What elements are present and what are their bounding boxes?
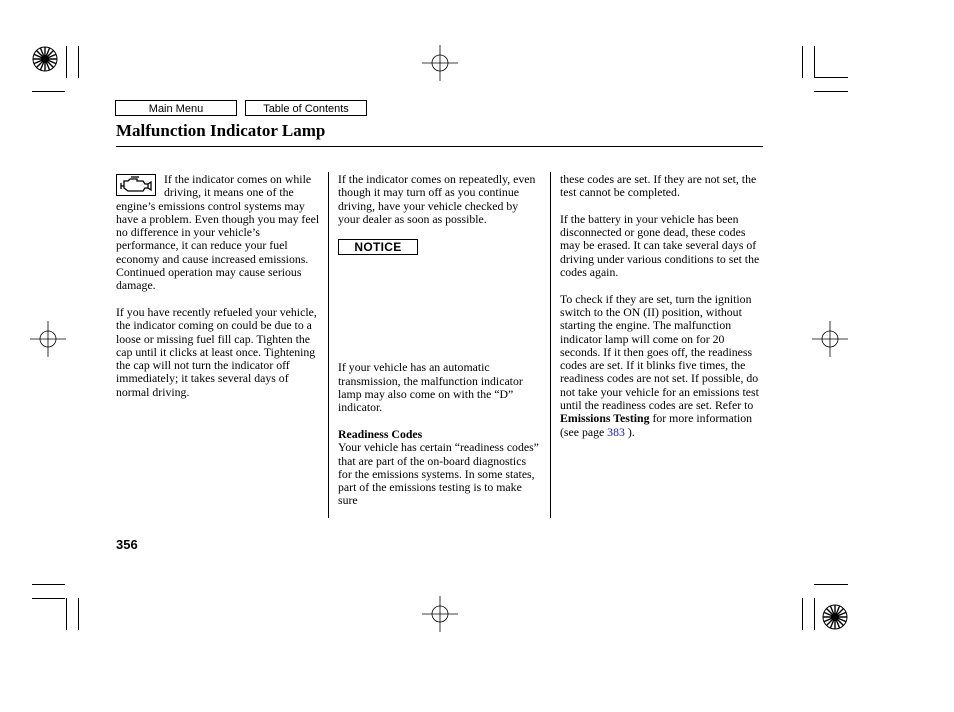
column-2-paragraph-1: If the indicator comes on repeatedly, even though it may turn off as you continue driving, have your vehicle checked by your dealer as soon as possible. [338,172,536,226]
column-divider [550,172,551,518]
column-2 [338,173,542,508]
main-menu-button[interactable]: Main Menu [115,100,237,116]
crop-mark [78,598,79,630]
title-divider [116,146,763,147]
column-1-paragraph-2: If you have recently refueled your vehicle, the indicator coming on could be due to a loose or missing fuel fill cap. Tighten the cap until it clicks at least once. Tightening the cap will not turn the indicator off immediately; it takes several days of normal driving. [116,304,317,399]
column-1 [116,173,324,412]
notice-spacer [338,255,542,361]
emissions-testing-term: Emissions Testing [560,411,650,426]
notice-row [338,239,542,255]
readiness-codes-heading: Readiness Codes [338,426,423,441]
page-383-link[interactable]: 383 [607,424,625,439]
crosshair-registration-icon [30,321,66,357]
crop-mark [66,46,67,78]
column-3-text-end: ). [627,424,635,439]
column-1-text-1: If the indicator comes on while driving, it means one of the engine’s emissions control systems may have a problem. Even though you may feel no difference in your vehicle’s performance, it can reduce your fuel economy and cause increased emissions. Continued operation may cause serious damage. [116,172,320,293]
crop-mark [814,46,815,78]
column-3 [560,173,764,452]
column-3-text-start: To check if they are set, turn the ignition switch to the ON (II) position, without starting the engine. The malfunction indicator lamp will come on for 20 seconds. If it then goes off, the readiness codes are set. If it blinks five times, the readiness codes are not set. If possible, do not take your vehicle for an emissions test until the readiness codes are set. Refer to [560,291,759,413]
sunburst-registration-icon [822,604,848,630]
column-3-paragraph-1: these codes are set. If they are not set, the test cannot be completed. [560,172,757,200]
notice-label: NOTICE [338,239,418,255]
crop-mark [814,91,848,92]
column-3-paragraph-2: If the battery in your vehicle has been disconnected or gone dead, these codes may be erased. It can take several days of driving under various conditions to set the codes again. [560,211,760,280]
crosshair-registration-icon [812,321,848,357]
column-1-paragraph-1 [116,173,324,293]
crop-mark [32,91,65,92]
crosshair-registration-icon [422,596,458,632]
crop-mark [814,598,815,630]
crop-mark [814,77,848,78]
column-3-paragraph-3 [560,293,764,439]
crop-mark [32,584,65,585]
table-of-contents-button[interactable]: Table of Contents [245,100,367,116]
crop-mark [78,46,79,78]
crosshair-registration-icon [422,45,458,81]
column-2-paragraph-3: Your vehicle has certain “readiness codes” that are part of the on-board diagnostics for the emissions systems. In some states, part of the emissions testing is to make sure [338,440,539,508]
page-number: 356 [116,537,138,552]
crop-mark [66,598,67,630]
column-divider [328,172,329,518]
column-2-paragraph-2: If your vehicle has an automatic transmission, the malfunction indicator lamp may also come on with the “D” indicator. [338,360,523,415]
crop-mark [802,46,803,78]
crop-mark [814,584,848,585]
crop-mark [802,598,803,630]
sunburst-registration-icon [32,46,58,72]
column-3-text-mid: for more information (see page [560,411,753,439]
crop-mark [32,598,65,599]
check-engine-icon [116,174,156,196]
page-title: Malfunction Indicator Lamp [116,121,326,140]
